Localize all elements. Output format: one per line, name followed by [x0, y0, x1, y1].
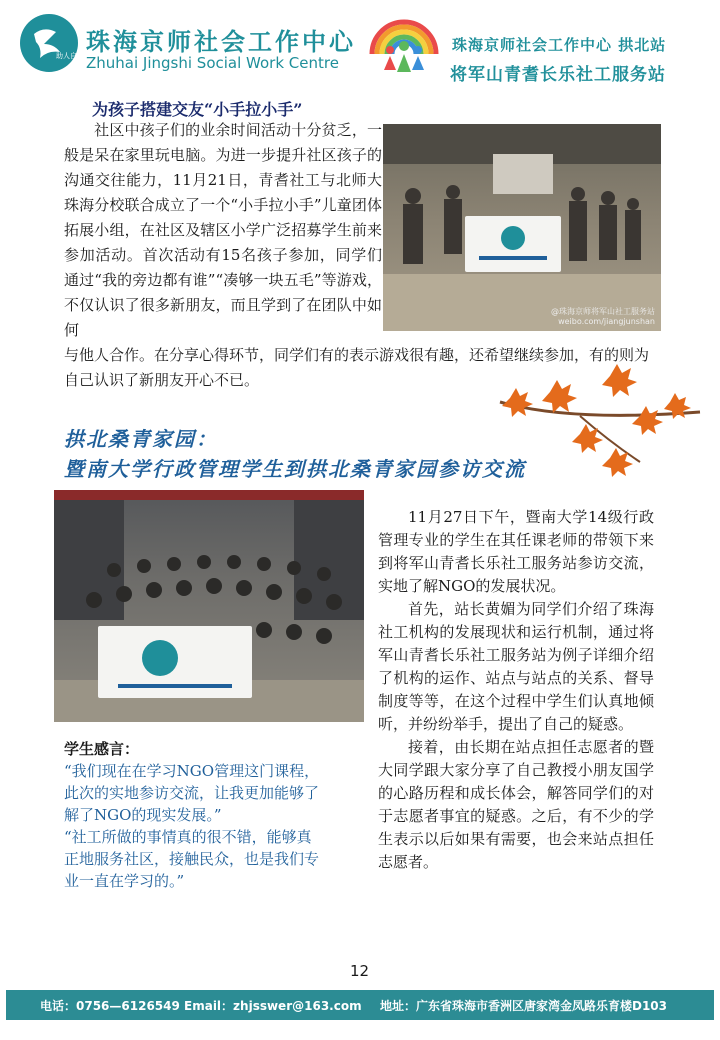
page-number: 12 — [350, 962, 370, 980]
section2-article — [378, 506, 654, 874]
quote-item: “我们现在在学习NGO管理这门课程，此次的实地参访交流，让我更加能够了解了NGO的现实发展。” — [64, 762, 320, 824]
students-group-photo — [54, 490, 364, 722]
section1-paragraph — [64, 118, 382, 343]
section1-title: 为孩子搭建交友“小手拉小手” — [92, 100, 303, 119]
quotes-list — [64, 760, 326, 892]
quotes-title: 学生感言： — [64, 740, 140, 758]
section2-paragraph: 接着，由长期在站点担任志愿者的暨大同学跟大家分享了自己教授小朋友国学的心路历程和成长体会，解答同学们的对于志愿者事宜的疑惑。之后，有不少的学生表示以后如果有需要，也会来站点担任志愿者。 — [378, 738, 654, 871]
footer-contact: 电话：0756—6126549 Email：zhjsswer@163.com — [40, 998, 362, 1013]
station-logo — [368, 10, 440, 88]
section1-paragraph-text: 社区中孩子们的业余时间活动十分贫乏，一般是呆在家里玩电脑。为进一步提升社区孩子的沟通交往能力，11月21日，青耆社工与北师大珠海分校联合成立了一个“小手拉小手”儿童团体拓展小组，在社区及辖区小学广泛招募学生前来参加活动。首次活动有15名孩子参加，同学们通过“我的旁边都有谁”“凑够一块五毛”等游戏，不仅认识了很多新朋友，而且学到了在团队中如何 — [64, 121, 382, 339]
page-header — [0, 0, 720, 92]
children-group-photo — [383, 124, 661, 331]
org-banner — [98, 626, 252, 698]
photo-watermark: @珠海京师将军山社工服务站 weibo.com/jiangjunshan — [551, 307, 655, 326]
footer-address: 地址：广东省珠海市香洲区唐家湾金凤路乐育楼D103 — [380, 998, 668, 1013]
section2-paragraph: 首先，站长黄媚为同学们介绍了珠海社工机构的发展现状和运行机制，通过将军山青耆长乐社工服务站为例子详细介绍了机构的运作、站点与站点的关系、督导制度等等，在这个过程中学生们认真地倾听，并纷纷举手，提出了自己的疑惑。 — [378, 600, 654, 733]
station-name-line2: 将军山青耆长乐社工服务站 — [450, 65, 666, 85]
group-banner — [465, 216, 561, 272]
station-name-line1: 珠海京师社会工作中心 拱北站 — [452, 36, 667, 54]
section1-paragraph-tail: 与他人合作。在分享心得环节，同学们有的表示游戏很有趣，还希望继续参加，有的则为自己认识了新朋友开心不已。 — [64, 346, 650, 389]
page-footer — [6, 990, 714, 1020]
quote-item: “社工所做的事情真的很不错，能够真正地服务社区，接触民众，也是我们专业一直在学习的。” — [64, 828, 320, 890]
org-name-cn: 珠海京师社会工作中心 — [86, 27, 356, 56]
logo-caption: 助人自助 — [56, 52, 84, 60]
section2-title-line2: 暨南大学行政管理学生到拱北桑青家园参访交流 — [64, 457, 526, 481]
org-logo — [20, 14, 84, 72]
org-name-en: Zhuhai Jingshi Social Work Centre — [86, 54, 339, 72]
section2-title-line1: 拱北桑青家园： — [64, 427, 218, 451]
section2-paragraph: 11月27日下午，暨南大学14级行政管理专业的学生在其任课老师的带领下来到将军山青耆长乐社工服务站参访交流，实地了解NGO的发展状况。 — [378, 508, 654, 595]
